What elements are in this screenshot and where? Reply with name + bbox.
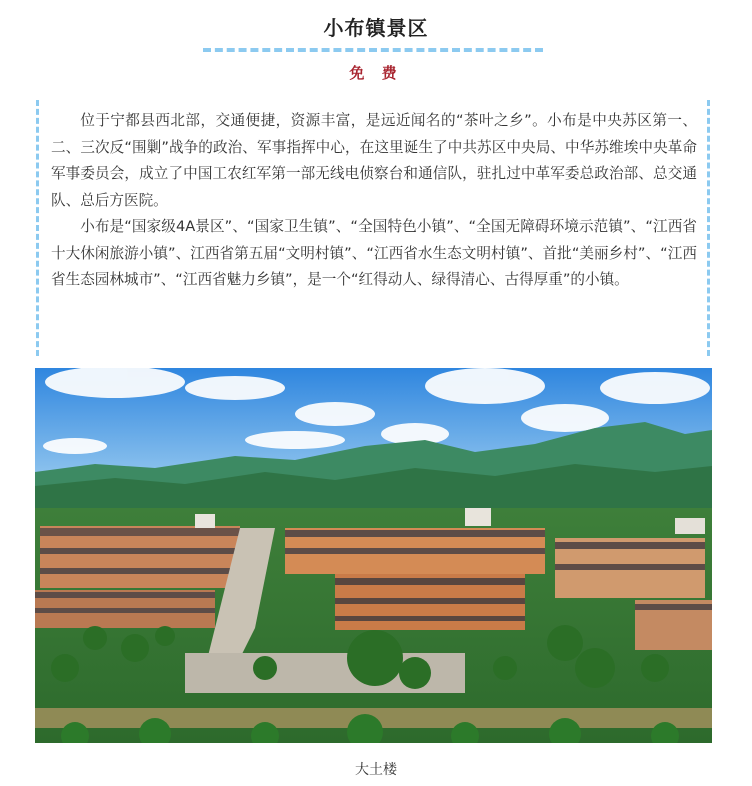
admission-label: 免 费: [349, 64, 403, 82]
description-paragraph-1: 位于宁都县西北部，交通便捷，资源丰富，是远近闻名的“茶叶之乡”。小布是中央苏区第一、二、三次反“围剿”战争的政治、军事指挥中心，在这里诞生了中共苏区中央局、中华苏维埃中央革命军事委员会，成立了中国工农红军第一部无线电侦察台和通信队，驻扎过中革军委总政治部、总交通队、总后方医院。: [51, 112, 697, 209]
title-divider: [203, 48, 543, 52]
town-aerial-photo: [35, 368, 712, 743]
description-box: [36, 100, 710, 356]
photo-caption: 大土楼: [355, 762, 397, 778]
description-paragraph-2: 小布是“国家级4A景区”、“国家卫生镇”、“全国特色小镇”、“全国无障碍环境示范镇”、“江西省十大休闲旅游小镇”、江西省第五届“文明村镇”、“江西省水生态文明村镇”、首批“美丽乡村”、“江西省生态园林城市”、“江西省魅力乡镇”，是一个“红得动人、绿得清心、古得厚重”的小镇。: [51, 218, 697, 288]
page-title: 小布镇景区: [323, 16, 429, 40]
